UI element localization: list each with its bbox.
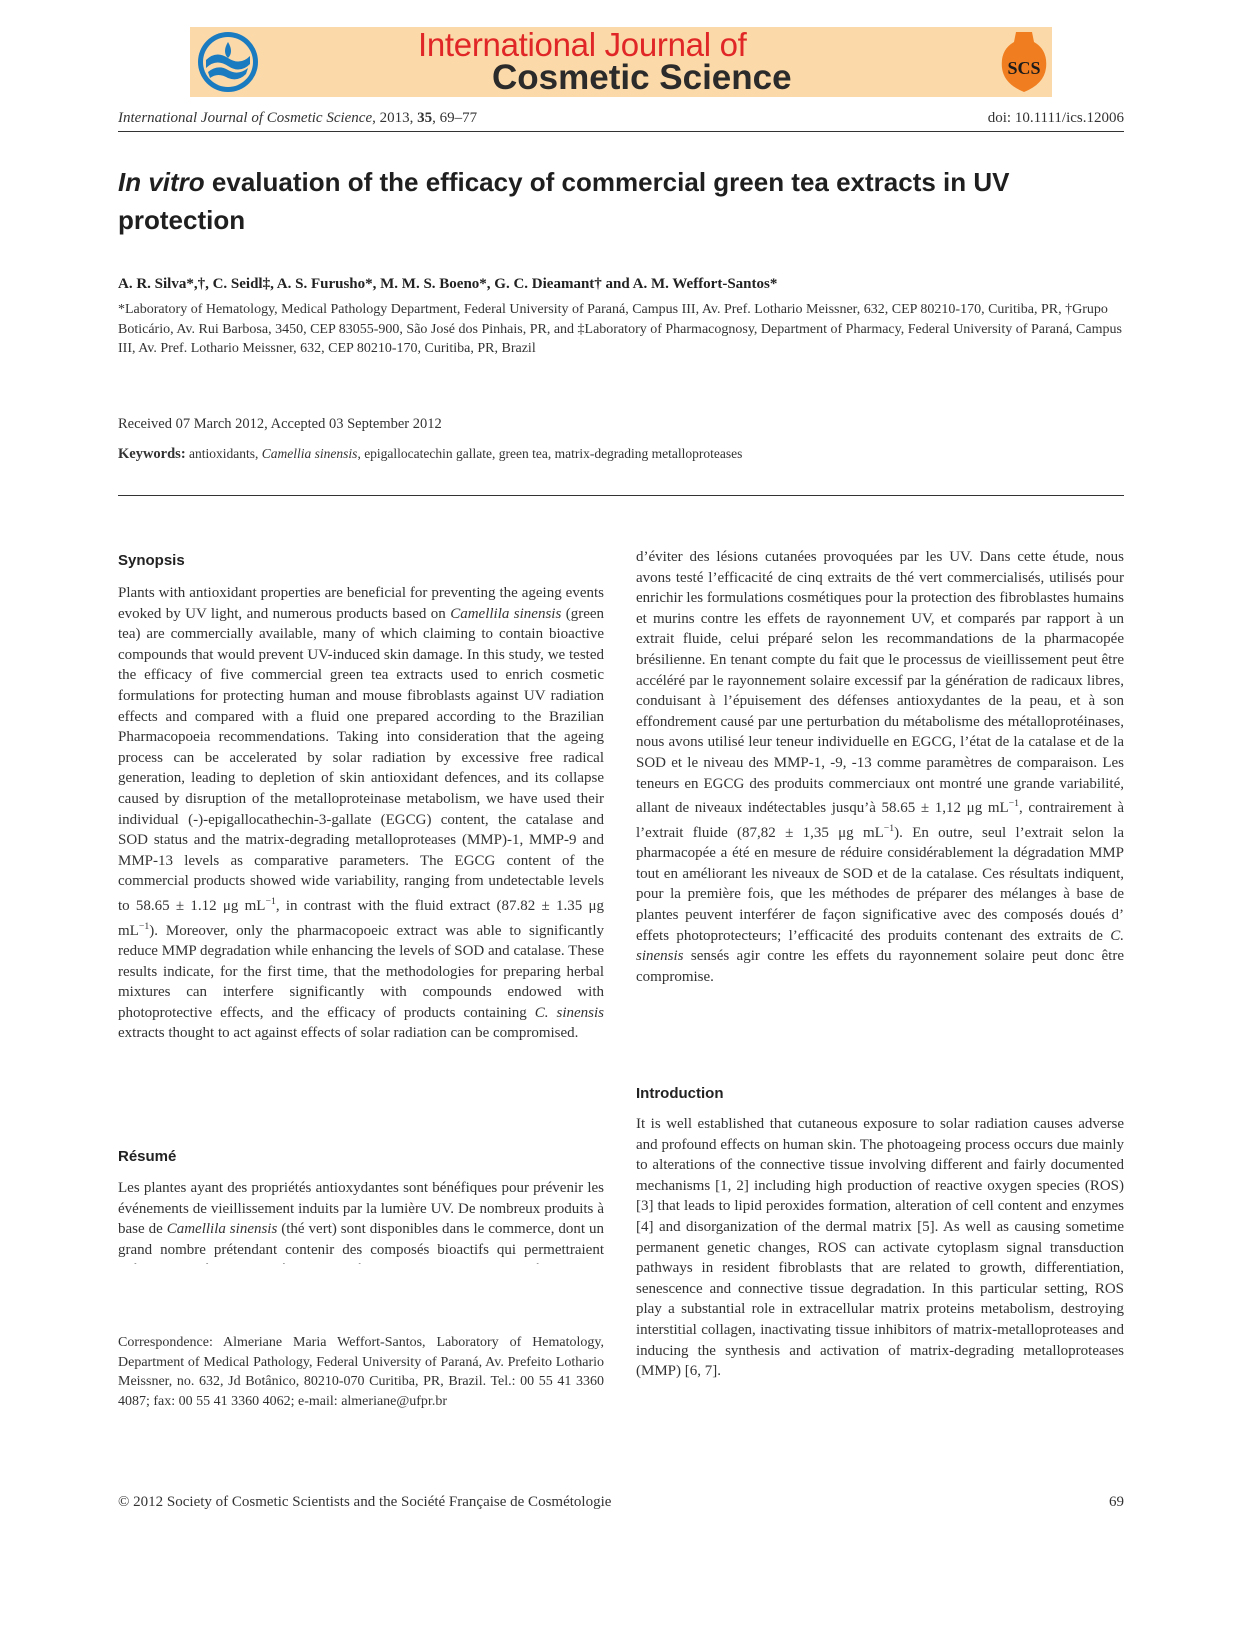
introduction-text: It is well established that cutaneous exposure to solar radiation causes adverse and profound effects on human skin. The photoageing process occurs due mainly to alterations of the connective tissue involving different and fairly documented mechanisms [1, 2] including high production of reactive oxygen species (ROS) [3] that leads to lipid peroxides formation, alteration of cell content and enzymes [4] and disorganization of the dermal matrix [5]. As well as causing sometime permanent genetic changes, ROS can activate cytoplasm signal transduction pathways in resident fibroblasts that are related to growth, differentiation, senescence and connective tissue degradation. In this particular setting, ROS play a substantial role in extracellular matrix proteins metabolism, destroying interstitial collagen, inactivating tissue inhibitors of matrix-metalloproteases and inducing the synthesis and activation of matrix-degrading metalloproteases (MMP) [6, 7]. bbox=[636, 1116, 1124, 1380]
citation: International Journal of Cosmetic Science, 2013, 35, 69–77 bbox=[118, 110, 478, 126]
synopsis-heading: Synopsis bbox=[118, 552, 185, 569]
scs-seal-text: SCS bbox=[1007, 58, 1041, 78]
journal-logo-icon bbox=[196, 30, 260, 94]
copyright: © 2012 Society of Cosmetic Scientists and the Société Française de Cosmétologie bbox=[118, 1494, 612, 1510]
correspondence: Correspondence: Almeriane Maria Weffort-Santos, Laboratory of Hematology, Department of Medical Pathology, Federal University of Paraná, Av. Prefeito Lothario Meissner, no. 632, Jd Botânico, 80210-070 Curitiba, PR, Brazil. Tel.: 00 55 41 3360 4087; fax: 00 55 41 3360 4062; e-mail: almeriane@ufpr.br bbox=[118, 1335, 604, 1409]
resume-text-col1: Les plantes ayant des propriétés antioxydantes sont bénéfiques pour prévenir les événements de vieillissement induits par la lumière UV. De nombreux produits à base de Camellila sinensis (thé vert) sont disponibles dans le commerce, dont un grand nombre prétendant contenir des composés bioactifs qui permettraient bbox=[118, 1180, 604, 1258]
received-date: Received 07 March 2012, Accepted 03 September 2012 bbox=[118, 416, 442, 432]
doi: doi: 10.1111/ics.12006 bbox=[987, 110, 1124, 126]
page-number: 69 bbox=[1109, 1494, 1124, 1510]
affiliations: *Laboratory of Hematology, Medical Pathology Department, Federal University of Paraná, Campus III, Av. Pref. Lothario Meissner, 632, CEP 80210-170, Curitiba, PR, †Grupo Boticário, Av. Rui Barbosa, 3450, CEP 83055-900, São José dos Pinhais, PR, and ‡Laboratory of Pharmacognosy, Department of Pharmacy, Federal University of Paraná, Campus III, Av. Pref. Lothario Meissner, 632, CEP 80210-170, Curitiba, PR, Brazil bbox=[118, 302, 1122, 357]
introduction-heading: Introduction bbox=[636, 1085, 724, 1102]
scs-seal-icon bbox=[996, 28, 1052, 96]
journal-title-line1: International Journal of bbox=[418, 26, 747, 63]
authors: A. R. Silva*,†, C. Seidl‡, A. S. Furusho*, M. M. S. Boeno*, G. C. Dieamant† and A. M. Weffort-Santos* bbox=[118, 276, 778, 292]
article-title: In vitro evaluation of the efficacy of commercial green tea extracts in UV protection bbox=[118, 167, 1010, 235]
resume-heading: Résumé bbox=[118, 1148, 177, 1165]
keywords-rule bbox=[118, 495, 1124, 496]
resume-text-col2: d’éviter des lésions cutanées provoquées par les UV. Dans cette étude, nous avons testé l’efficacité de cinq extraits de thé vert commercialisés, utilisés pour enrichir les formulations cosmétiques pour la protection des fibroblastes humains et murins contre les effets de rayonnement UV, et comparés par rapport à un extrait fluide, celui préparé selon les recommandations de la pharmacopée brésilienne. En tenant compte du fait que le processus de vieillissement peut être accéléré par le rayonnement solaire excessif par la génération de radicaux libres, conduisant à l’épuisement des défenses antioxydantes de la peau, et à son effondrement causé par une perturbation du métabolisme des métalloprotéinases, nous avons utilisé leur teneur individuelle en EGCG, l’état de la catalase et de la SOD et le niveau des MMP-1, -9, -13 comme paramètres de comparaison. Les teneurs en EGCG des produits commerciaux ont montré une grande variabilité, allant de niveaux indétectables jusqu’à 58.65 ± 1,12 μg $mL^{-1}$, contrairement à l’extrait fluide (87,82 ± 1,35 μg $mL^{-1}$). En outre, seul l’extrait selon la pharmacopée a été en mesure de réduire considérablement la dégradation MMP tout en améliorant les niveaux de SOD et de la catalase. Ces résultats indiquent, pour la première fois, que les méthodes de préparer des mélanges à base de plantes peuvent interférer de façon significative avec des composés doués d’ effets photoprotecteurs; l’efficacité des produits contenant des extraits de C. sinensis sensés agir contre les effets du rayonnement solaire peut donc être compromise. bbox=[636, 548, 1124, 985]
header-rule bbox=[118, 131, 1124, 132]
keywords: Keywords: antioxidants, Camellia sinensis, epigallocatechin gallate, green tea, matrix-degrading metalloproteases bbox=[118, 446, 743, 462]
synopsis-text: Plants with antioxidant properties are beneficial for preventing the ageing events evoked by UV light, and numerous products based on Camellila sinensis (green tea) are commercially available, many of which claiming to contain bioactive compounds that would prevent UV-induced skin damage. In this study, we tested the efficacy of five commercial green tea extracts used to enrich cosmetic formulations for protecting human and mouse fibroblasts against UV radiation effects and compared with a fluid one prepared according to the Brazilian Pharmacopoeia recommendations. Taking into consideration that the ageing process can be accelerated by solar radiation by excessive free radical generation, leading to depletion of skin antioxidant defences, and its collapse caused by disruption of the metalloproteinase metabolism, we have used their individual (-)-epigallocathechin-3-gallate (EGCG) content, the catalase and SOD status and the matrix-degrading metalloproteases (MMP)-1, MMP-9 and MMP-13 levels as comparative parameters. The EGCG content of the commercial products showed wide variability, ranging from undetectable levels to 58.65 ± 1.12 μg $mL^{-1}$, in contrast with the fluid extract (87.82 ± 1.35 μg $mL^{-1}$). Moreover, only the pharmacopoeic extract was able to significantly reduce MMP degradation while enhancing the levels of SOD and catalase. These results indicate, for the first time, that the methodologies for preparing herbal mixtures can interfere significantly with compounds endowed with photoprotective effects, and the efficacy of products containing C. sinensis extracts thought to act against effects of solar radiation can be compromised. bbox=[118, 585, 605, 1042]
journal-title-line2: Cosmetic Science bbox=[492, 58, 792, 97]
